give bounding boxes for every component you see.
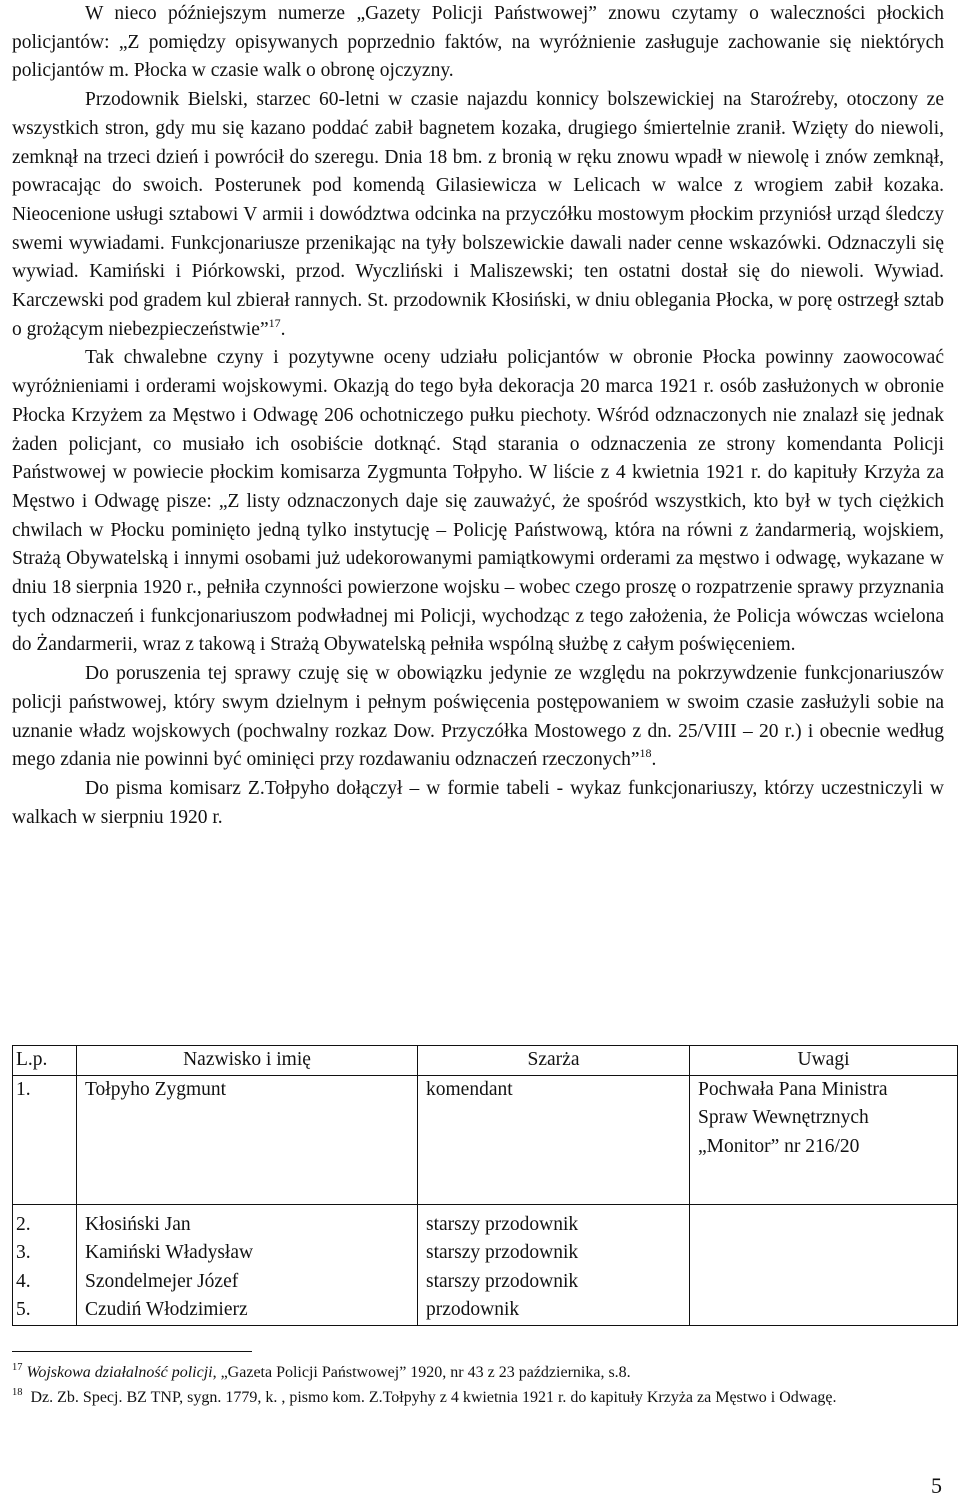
paragraph-4 [12, 660, 944, 775]
notes-line-1: Pochwała Pana Ministra [698, 1078, 888, 1100]
cell-name-list [77, 1204, 418, 1325]
header-notes: Uwagi [690, 1046, 958, 1076]
name-2: Kłosiński Jan [85, 1213, 191, 1235]
cell-rank-list [418, 1204, 690, 1325]
cell-notes-empty [690, 1204, 958, 1325]
header-rank: Szarża [418, 1046, 690, 1076]
header-name: Nazwisko i imię [77, 1046, 418, 1076]
lp-2: 2. [16, 1213, 31, 1235]
paragraph-5-text: Do pisma komisarz Z.Tołpyho dołączył – w formie tabeli - wykaz funkcjonariuszy, którzy uczestniczyli w walkach w sierpniu 1920 r. [12, 777, 944, 828]
rank-3: starszy przodownik [426, 1242, 579, 1263]
table-header-row [13, 1046, 958, 1076]
footnote-17-number: 17 [12, 1362, 23, 1373]
officers-table [12, 1045, 958, 1326]
footnotes [12, 1360, 944, 1410]
rank-5: przodownik [426, 1299, 520, 1320]
cell-lp: 1. [13, 1075, 77, 1204]
notes-line-2: Spraw Wewnętrznych [698, 1107, 869, 1128]
cell-notes [690, 1075, 958, 1204]
paragraph-3-text: Tak chwalebne czyny i pozytywne oceny udziału policjantów w obronie Płocka powinny zaowocować wyróżnieniami i orderami wojskowymi. Okazją do tego była dekoracja 20 marca 1921 r. osób zasłużonych w obronie Płocka Krzyżem za Męstwo i Odwagę 206 ochotniczego pułku piechoty. Wśród odznaczonych nie znalazł się jednak żaden policjant, co musiało ich osobiście dotknąć. Stąd starania o odznaczenia ze strony komendanta Policji Państwowej w powiecie płockim komisarza Zygmunta Tołpyho. W liście z 4 kwietnia 1921 r. do kapituły Krzyża za Męstwo i Odwagę pisze: „Z listy odznaczonych daje się zauważyć, że spośród wszystkich, kto był w tych ciężkich chwilach w Płocku pominięto jedną tylko instytucję – Policję Państwową, która na równi z żandarmerią, wojskiem, Strażą Obywatelską i innymi osobami już udekorowanymi pamiątkowymi orderami za męstwo i odwagę, wykazane w dniu 18 sierpnia 1920 r., pełniła czynności powierzone wojsku – wobec czego proszę o rozpatrzenie sprawy przyznania tych odznaczeń i funkcjonariuszom podwładnej mi Policji, wychodząc z tego założenia, że Policja wówczas wcielona do Żandarmerii, wraz z takową i Strażą Obywatelską pełniła wspólną służbę z całym poświęceniem. [12, 347, 944, 656]
footnote-ref-18: 18 [639, 746, 652, 761]
lp-3: 3. [16, 1242, 31, 1263]
paragraph-4-end: . [651, 749, 657, 771]
page-number: 5 [931, 1473, 942, 1498]
footnote-18 [12, 1385, 944, 1410]
notes-line-3: „Monitor” nr 216/20 [698, 1135, 860, 1157]
header-lp: L.p. [13, 1046, 77, 1076]
rank-4: starszy przodownik [426, 1270, 579, 1292]
footnote-ref-17: 17 [268, 315, 281, 330]
name-4: Szondelmejer Józef [85, 1270, 239, 1292]
paragraph-2 [12, 86, 944, 344]
cell-lp-list [13, 1204, 77, 1325]
footnote-18-text: Dz. Zb. Specj. BZ TNP, sygn. 1779, k. , pismo kom. Z.Tołpyhy z 4 kwietnia 1921 r. do kapituły Krzyża za Męstwo i Odwagę. [26, 1389, 837, 1406]
footnote-divider [12, 1351, 252, 1352]
paragraph-1-text: W nieco późniejszym numerze „Gazety Policji Państwowej” znowu czytamy o waleczności płockich policjantów: „Z pomiędzy opisywanych poprzednio faktów, na wyróżnienie zasługuje zachowanie się niektórych policjantów m. Płocka w czasie walk o obronę ojczyzny. [12, 3, 944, 82]
footnote-17-title: Wojskowa działalność policji [26, 1364, 213, 1381]
paragraph-1 [12, 0, 944, 86]
name-5: Czudiń Włodzimierz [85, 1299, 248, 1320]
footnote-18-number: 18 [12, 1387, 23, 1398]
rank-2: starszy przodownik [426, 1213, 579, 1235]
paragraph-4-text: Do poruszenia tej sprawy czuję się w obowiązku jedynie ze względu na pokrzywdzenie funkcjonariuszów policji państwowej, który swym dzielnym i pełnym poświęcenia postępowaniem w swoim czasie zasłużyli sobie na uznanie władz wojskowych (pochwalny rozkaz Dow. Przyczółka Mostowego z dn. 25/VIII – 20 r.) i obecnie według mego zdania nie powinni być ominięci przy rozdawaniu odznaczeń rzeczonych” [12, 663, 944, 771]
paragraph-2-text: Przodownik Bielski, starzec 60-letni w czasie najazdu konnicy bolszewickiej na Staroźreby, otoczony ze wszystkich stron, gdy mu się kazano poddać zabił bagnetem kozaka, drugiego śmiertelnie zranił. Wzięty do niewoli, zemknął na trzeci dzień i powrócił do szeregu. Dnia 18 bm. z bronią w ręku znowu wpadł w niewolę i znów zemknął, powracając do swoich. Posterunek pod komendą Gilasiewicza w Lelicach w walce z wrogiem zabił kozaka. Nieocenione usługi sztabowi V armii i dowództwa odcinka na przyczółku mostowym płockim przyniósł urząd śledczy swemi wywiadami. Funkcjonariusze przenikając na tyły bolszewickie dawali nader cenne wskazówki. Odznaczyli się wywiad. Kamiński i Piórkowski, przod. Wyczliński i Maliszewski; ten ostatni dostał się do niewoli. Wywiad. Karczewski pod gradem kul zbierał rannych. St. przodownik Kłosiński, w dniu oblegania Płocka, w porę ostrzegł sztab o grożącym niebezpieczeństwie” [12, 89, 944, 340]
paragraph-3 [12, 344, 944, 660]
paragraph-2-end: . [280, 318, 286, 340]
cell-rank: komendant [418, 1075, 690, 1204]
table-row [13, 1204, 958, 1325]
name-3: Kamiński Władysław [85, 1242, 254, 1263]
cell-name: Tołpyho Zygmunt [77, 1075, 418, 1204]
lp-5: 5. [16, 1299, 31, 1320]
lp-4: 4. [16, 1270, 31, 1292]
paragraph-5 [12, 775, 944, 832]
table-row [13, 1075, 958, 1204]
body-text [12, 0, 944, 832]
footnote-17 [12, 1360, 944, 1385]
footnote-17-text: , „Gazeta Policji Państwowej” 1920, nr 43 z 23 października, s.8. [212, 1364, 631, 1381]
